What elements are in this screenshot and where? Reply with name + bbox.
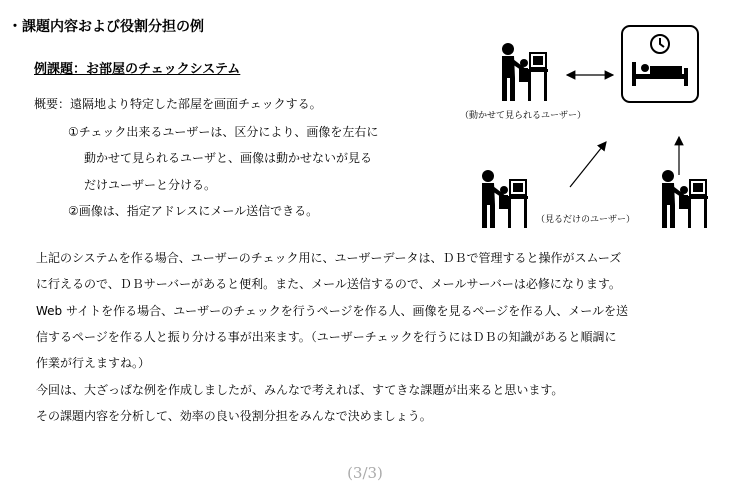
heading-bullet: ・ [8,19,22,35]
overview-line: 概要：遠隔地より特定した部屋を画面チェックする。 [34,97,322,111]
body-line: Web サイトを作る場合、ユーザーのチェックを行うページを作る人、画像を見るページを作る人、メールを送 [36,304,629,318]
caption-view-user: （見るだけのユーザー） [536,215,636,225]
user-at-computer-icon [662,170,708,228]
overview-line: だけユーザーと分ける。 [84,178,217,192]
overview-line: ②画像は、指定アドレスにメール送信できる。 [68,204,319,218]
overview-line: ①チェック出来るユーザーは、区分により、画像を左右に [68,125,379,139]
body-line: 上記のシステムを作る場合、ユーザーのチェック用に、ユーザーデータは、ＤＢで管理すると操作がスムーズ [36,251,622,265]
user-at-computer-icon [502,43,548,101]
body-line: 信するページを作る人と振り分ける事が出来ます。（ユーザーチェックを行うにはＤＢの知識があると順調に [36,330,617,344]
body-line: 作業が行えますね。） [36,356,151,370]
page-indicator: (3/3) [347,464,383,482]
body-line: に行えるので、ＤＢサーバーがあると便利。また、メール送信するので、メールサーバーは必修になります。 [36,277,621,291]
user-at-computer-icon [482,170,528,228]
example-title: 例課題：お部屋のチェックシステム [34,62,241,77]
body-line: その課題内容を分析して、効率の良い役割分担をみんなで決めましょう。 [36,409,432,423]
view-user-arrow-icon [570,142,606,187]
heading-title: 課題内容および役割分担の例 [22,19,204,35]
body-line: 今回は、大ざっぱな例を作成しましたが、みんなで考えれば、すてきな課題が出来ると思います。 [36,383,564,397]
overview-line: 動かせて見られるユーザと、画像は動かせないが見る [84,151,373,165]
caption-move-user: （動かせて見られるユーザー） [460,111,587,121]
